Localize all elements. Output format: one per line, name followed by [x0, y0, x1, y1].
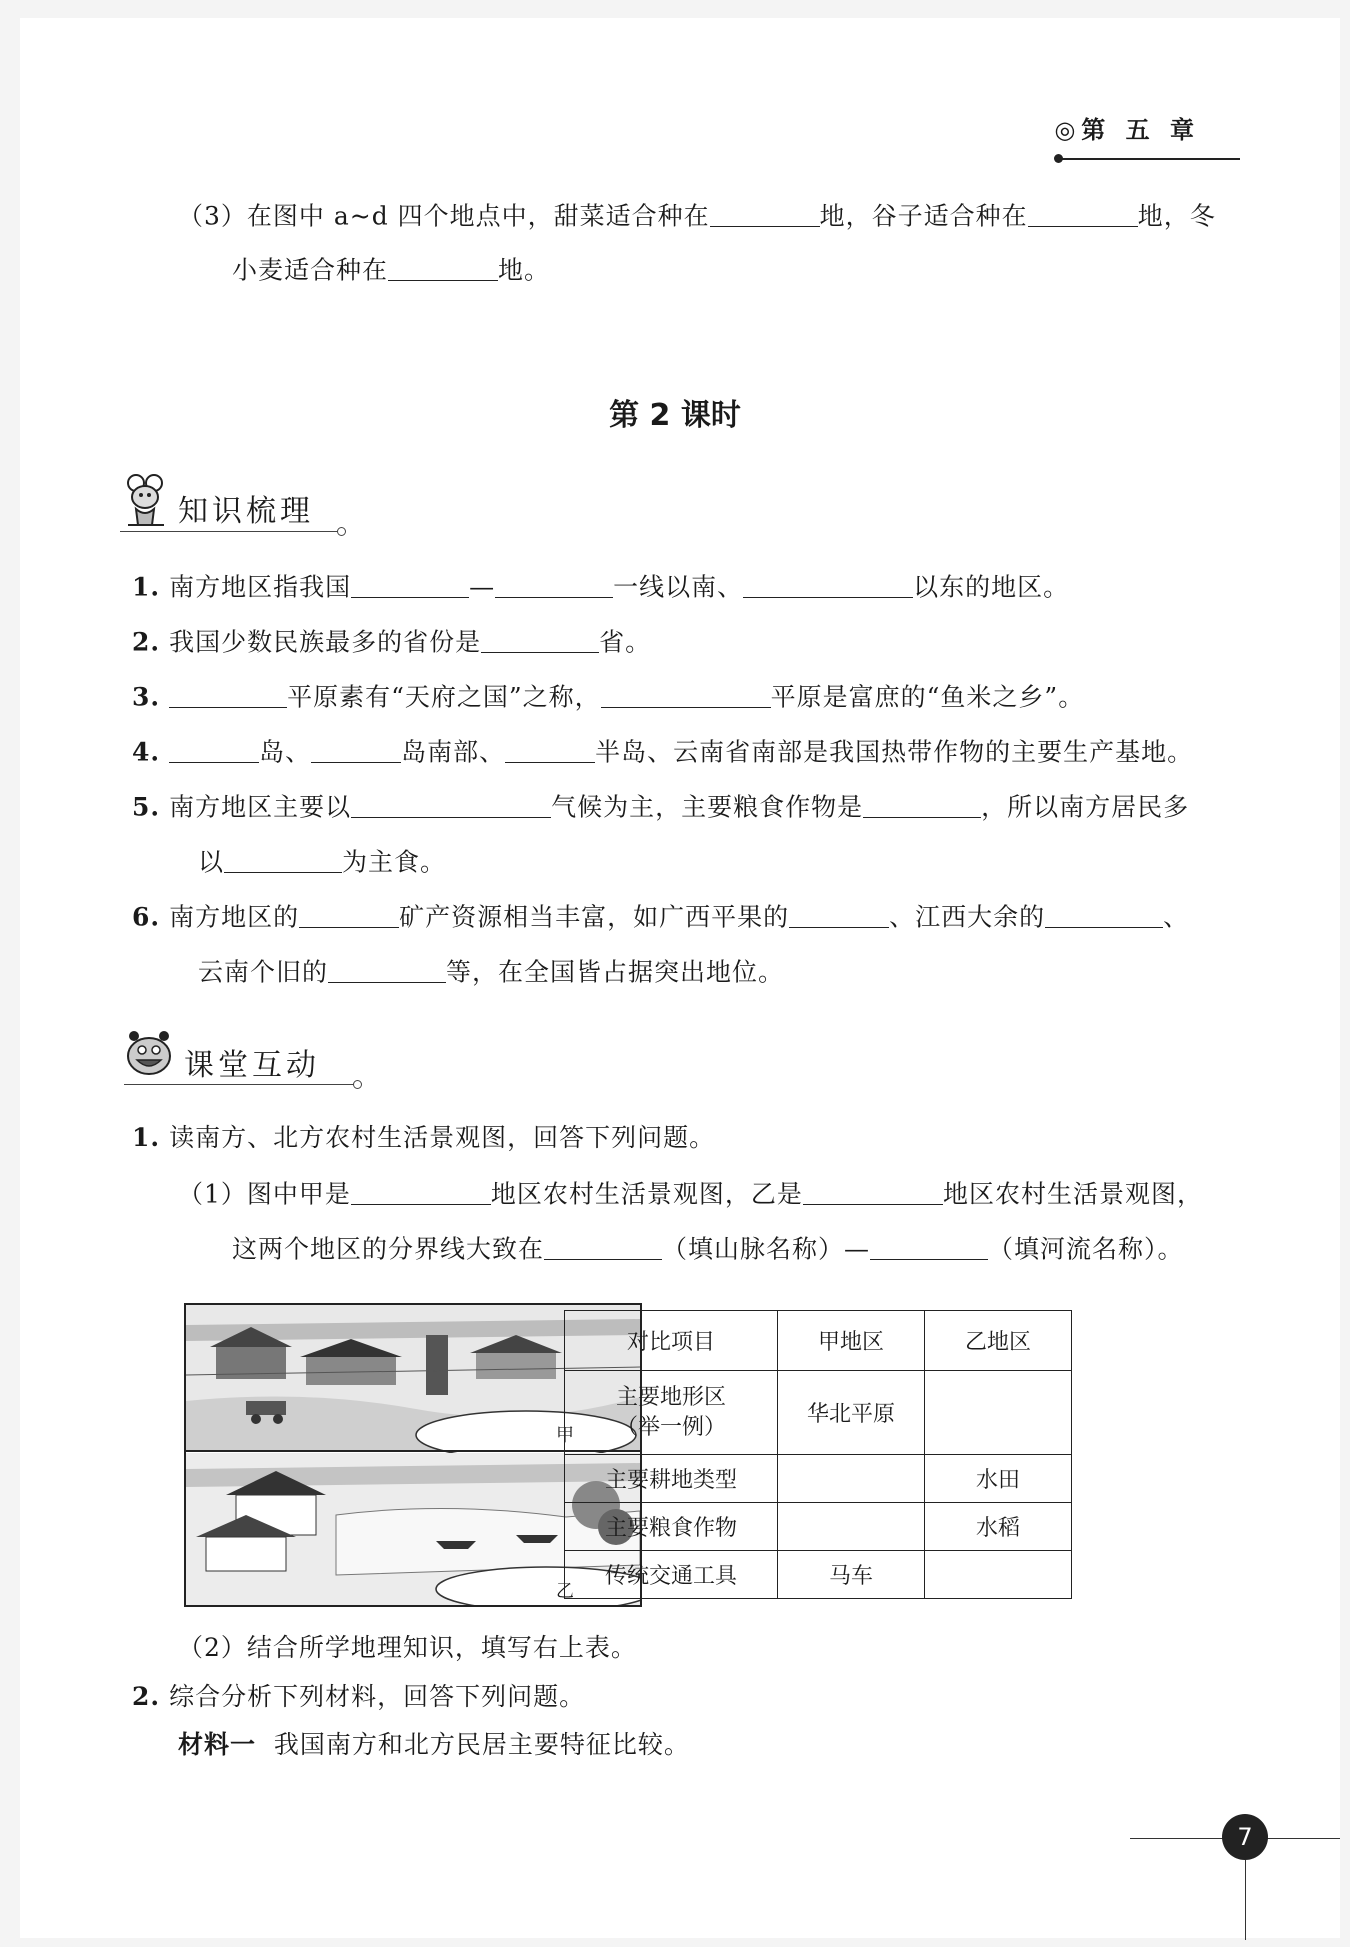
- table-answer-cell[interactable]: [925, 1371, 1072, 1455]
- question-3-text: 地。: [498, 255, 551, 285]
- item-text: 我国少数民族最多的省份是: [169, 627, 482, 657]
- answer-blank[interactable]: [743, 571, 913, 598]
- item-text: 地区农村生活景观图，乙是: [490, 1179, 803, 1209]
- item-number: 1.: [132, 1123, 161, 1152]
- item-text: 南方地区主要以: [169, 792, 352, 822]
- material-text: 我国南方和北方民居主要特征比较。: [273, 1730, 690, 1759]
- question-3-text: 小麦适合种在: [232, 255, 389, 285]
- answer-blank[interactable]: [1045, 901, 1163, 928]
- classroom-item-1-1: [178, 1178, 1203, 1209]
- picture-label-yi: 乙: [556, 1581, 574, 1602]
- picture-label-jia: 甲: [556, 1425, 574, 1446]
- table-cell: 传统交通工具: [565, 1551, 778, 1599]
- answer-blank[interactable]: [870, 1233, 988, 1260]
- answer-blank[interactable]: [1028, 200, 1138, 227]
- item-text: 为主食。: [342, 847, 447, 877]
- item-text: 南方地区的: [169, 902, 300, 932]
- chapter-rule: [1060, 158, 1240, 160]
- answer-blank[interactable]: [388, 254, 498, 281]
- answer-blank[interactable]: [544, 1233, 662, 1260]
- item-text: 省。: [599, 627, 652, 657]
- comparison-table: [564, 1310, 1072, 1599]
- item-text: 综合分析下列材料，回答下列问题。: [169, 1682, 586, 1711]
- item-text: 、: [1163, 902, 1190, 932]
- answer-blank[interactable]: [299, 901, 399, 928]
- answer-blank[interactable]: [169, 736, 259, 763]
- section-rule: [124, 1084, 354, 1085]
- lesson-title: 第 2 课时: [609, 398, 741, 433]
- table-cell: 马车: [778, 1551, 925, 1599]
- answer-blank[interactable]: [351, 571, 469, 598]
- knowledge-item-2: [132, 626, 651, 657]
- item-text: 半岛、云南省南部是我国热带作物的主要生产基地。: [595, 737, 1194, 767]
- item-text: （填河流名称）。: [988, 1234, 1184, 1264]
- table-cell: 主要地形区 （举一例）: [565, 1371, 778, 1455]
- item-text: ，所以南方居民多: [981, 792, 1190, 822]
- item-text: 岛南部、: [401, 737, 506, 767]
- question-3-line1: [178, 200, 1216, 231]
- answer-blank[interactable]: [863, 791, 981, 818]
- table-answer-cell[interactable]: [778, 1455, 925, 1503]
- page-number-rule: [1245, 1860, 1246, 1940]
- table-cell: 水田: [925, 1455, 1072, 1503]
- page: [20, 18, 1340, 1938]
- material-1: [178, 1730, 690, 1760]
- answer-blank[interactable]: [481, 626, 599, 653]
- knowledge-item-6-cont: [198, 956, 784, 987]
- item-text: 南方地区指我国: [169, 572, 352, 602]
- item-text: 读南方、北方农村生活景观图，回答下列问题。: [169, 1123, 716, 1152]
- item-number: 5.: [132, 792, 161, 822]
- item-text: 岛、: [259, 737, 312, 767]
- question-3-text: 地，冬: [1137, 201, 1216, 231]
- table-row: [565, 1371, 1072, 1455]
- item-text: 一线以南、: [613, 572, 744, 602]
- item-text: 矿产资源相当丰富，如广西平果的: [399, 902, 790, 932]
- answer-blank[interactable]: [710, 200, 820, 227]
- classroom-item-1-1-cont: [232, 1233, 1184, 1264]
- item-text: —: [469, 572, 496, 602]
- table-answer-cell[interactable]: [778, 1503, 925, 1551]
- question-3-text: 地，谷子适合种在: [819, 201, 1028, 231]
- answer-blank[interactable]: [505, 736, 595, 763]
- section-knowledge-title: 知识梳理: [178, 494, 314, 529]
- classroom-item-2: [132, 1682, 585, 1712]
- face-mascot-icon: [124, 1028, 174, 1080]
- answer-blank[interactable]: [495, 571, 613, 598]
- classroom-item-1: [132, 1123, 715, 1153]
- item-number: 1.: [132, 572, 161, 602]
- table-row: [565, 1503, 1072, 1551]
- answer-blank[interactable]: [328, 956, 446, 983]
- item-text: 等，在全国皆占据突出地位。: [446, 957, 785, 987]
- table-cell: 主要粮食作物: [565, 1503, 778, 1551]
- item-number: 2.: [132, 627, 161, 657]
- classroom-item-1-2: （2）结合所学地理知识，填写右上表。: [178, 1633, 637, 1662]
- knowledge-item-5-cont: [198, 846, 446, 877]
- item-text: 、江西大余的: [889, 902, 1046, 932]
- page-number: 7: [1222, 1814, 1268, 1860]
- table-row: [565, 1455, 1072, 1503]
- question-3-text: （3）在图中 a~d 四个地点中，甜菜适合种在: [178, 201, 710, 231]
- item-text: 地区农村生活景观图，: [942, 1179, 1203, 1209]
- answer-blank[interactable]: [803, 1178, 943, 1205]
- item-number: 3.: [132, 682, 161, 712]
- table-header-cell: 甲地区: [778, 1311, 925, 1371]
- table-cell: 水稻: [925, 1503, 1072, 1551]
- table-row: [565, 1551, 1072, 1599]
- mouse-mascot-icon: [120, 473, 172, 531]
- item-text: （填山脉名称）—: [662, 1234, 871, 1264]
- answer-blank[interactable]: [601, 681, 771, 708]
- item-text: 气候为主，主要粮食作物是: [551, 792, 864, 822]
- table-cell: 主要耕地类型: [565, 1455, 778, 1503]
- item-number: 4.: [132, 737, 161, 767]
- material-label: 材料一: [178, 1730, 257, 1759]
- knowledge-item-5: [132, 791, 1189, 822]
- table-header-cell: 对比项目: [565, 1311, 778, 1371]
- item-text: 以: [198, 847, 225, 877]
- item-text: 平原是富庶的“鱼米之乡”。: [770, 682, 1085, 712]
- knowledge-item-6: [132, 901, 1189, 932]
- answer-blank[interactable]: [311, 736, 401, 763]
- chapter-dot-icon: [1054, 154, 1063, 163]
- item-text: 这两个地区的分界线大致在: [232, 1234, 545, 1264]
- answer-blank[interactable]: [169, 681, 287, 708]
- item-number: 2.: [132, 1682, 161, 1711]
- question-3-line2: [232, 254, 550, 285]
- table-answer-cell[interactable]: [925, 1551, 1072, 1599]
- answer-blank[interactable]: [224, 846, 342, 873]
- answer-blank[interactable]: [351, 1178, 491, 1205]
- item-text: 平原素有“天府之国”之称，: [287, 682, 601, 712]
- knowledge-item-3: [132, 681, 1084, 712]
- chapter-label: ◎第 五 章: [1054, 115, 1200, 144]
- item-text: 云南个旧的: [198, 957, 329, 987]
- table-cell: 华北平原: [778, 1371, 925, 1455]
- section-interaction-title: 课堂互动: [184, 1048, 320, 1083]
- table-header-cell: 乙地区: [925, 1311, 1072, 1371]
- knowledge-item-4: [132, 736, 1193, 767]
- table-header-row: [565, 1311, 1072, 1371]
- answer-blank[interactable]: [351, 791, 551, 818]
- item-text: 以东的地区。: [913, 572, 1070, 602]
- item-number: 6.: [132, 902, 161, 932]
- item-text: （1）图中甲是: [178, 1179, 351, 1209]
- answer-blank[interactable]: [789, 901, 889, 928]
- section-rule: [120, 531, 338, 532]
- knowledge-item-1: [132, 571, 1069, 602]
